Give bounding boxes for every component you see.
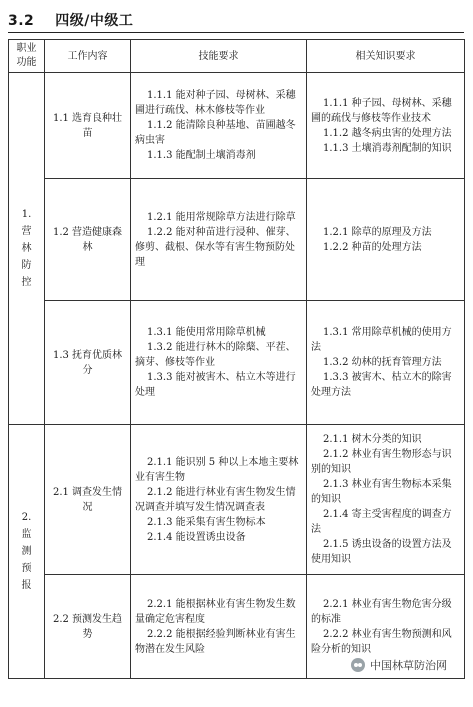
work-content: 2.2 预测发生趋势 (52, 613, 123, 640)
table-row (9, 73, 465, 179)
skill-item: 2.2.1 能根据林业有害生物发生数量确定危害程度 (135, 598, 296, 625)
skill-cell (131, 73, 307, 179)
knowledge-item: 2.1.5 诱虫设备的设置方法及使用知识 (311, 539, 452, 565)
skill-item: 1.2.2 能对种苗进行浸种、催芽、修剪、截根、保水等有害生物预防处理 (135, 226, 296, 268)
knowledge-cell (307, 179, 465, 301)
skill-item: 1.2.1 能用常规除草方法进行除草 (147, 211, 296, 223)
skill-cell (131, 301, 307, 425)
knowledge-cell (307, 301, 465, 425)
skill-cell (131, 425, 307, 575)
knowledge-item: 1.2.1 除草的原理及方法 (323, 226, 432, 238)
function-label: 1. 营林防控 (21, 209, 32, 288)
skill-item: 2.1.4 能设置诱虫设备 (147, 531, 246, 543)
work-content: 1.2 营造健康森林 (52, 226, 123, 253)
table-row (9, 425, 465, 575)
section-title: 四级/中级工 (55, 13, 134, 29)
knowledge-item: 2.1.4 寄主受害程度的调查方法 (311, 509, 452, 535)
header-work: 工作内容 (45, 40, 131, 73)
wechat-icon (351, 658, 365, 672)
work-content-cell (45, 425, 131, 575)
work-content-cell (45, 575, 131, 679)
skill-requirements-table (8, 39, 465, 679)
knowledge-item: 2.1.2 林业有害生物形态与识别的知识 (311, 449, 452, 475)
knowledge-item: 2.1.1 树木分类的知识 (323, 434, 422, 445)
work-content-cell (45, 179, 131, 301)
knowledge-item: 1.1.1 种子园、母树林、采穗圃的疏伐与修枝等作业技术 (311, 97, 452, 124)
skill-item: 1.1.3 能配制土壤消毒剂 (147, 150, 256, 161)
knowledge-cell (307, 425, 465, 575)
watermark-text: 中国林草防治网 (370, 659, 447, 672)
table-row (9, 301, 465, 425)
skill-item: 1.3.2 能进行林木的除蘖、平茬、摘芽、修枝等作业 (135, 342, 296, 368)
knowledge-cell (307, 73, 465, 179)
function-cell (9, 425, 45, 679)
table-row (9, 179, 465, 301)
section-header (8, 10, 464, 33)
skill-item: 1.1.1 能对种子园、母树林、采穗圃进行疏伐、林木修枝等作业 (135, 90, 296, 116)
skill-item: 2.1.2 能进行林业有害生物发生情况调查并填写发生情况调查表 (135, 486, 296, 513)
knowledge-item: 1.3.1 常用除草机械的使用方法 (311, 327, 452, 353)
section-number: 3.2 (8, 13, 35, 29)
function-label: 2. 监测预报 (21, 512, 32, 591)
skill-item: 2.1.1 能识别 5 种以上本地主要林业有害生物 (135, 456, 299, 483)
knowledge-item: 2.2.2 林业有害生物预测和风险分析的知识 (311, 628, 452, 655)
knowledge-item: 2.2.1 林业有害生物危害分级的标准 (311, 598, 452, 625)
knowledge-item: 1.3.3 被害木、枯立木的除害处理方法 (311, 372, 452, 398)
header-skill: 技能要求 (131, 40, 307, 73)
header-function: 职业功能 (9, 40, 45, 73)
work-content-cell (45, 301, 131, 425)
work-content: 1.1 选育良种壮苗 (52, 112, 123, 139)
skill-item: 2.2.2 能根据经验判断林业有害生物潜在发生风险 (135, 628, 296, 655)
table-header-row (9, 40, 465, 73)
function-cell (9, 73, 45, 425)
knowledge-item: 1.1.2 越冬病虫害的处理方法 (323, 127, 452, 139)
skill-item: 2.1.3 能采集有害生物标本 (147, 516, 266, 528)
skill-cell (131, 179, 307, 301)
work-content: 1.3 抚育优质林分 (52, 349, 123, 376)
work-content-cell (45, 73, 131, 179)
work-content: 2.1 调查发生情况 (52, 486, 123, 513)
knowledge-item: 2.1.3 林业有害生物标本采集的知识 (311, 479, 452, 505)
knowledge-item: 1.1.3 土壤消毒剂配制的知识 (323, 142, 452, 154)
knowledge-item: 1.2.2 种苗的处理方法 (323, 241, 422, 253)
header-knowledge: 相关知识要求 (307, 40, 465, 73)
skill-cell (131, 575, 307, 679)
skill-item: 1.3.1 能使用常用除草机械 (147, 327, 266, 338)
skill-item: 1.3.3 能对被害木、枯立木等进行处理 (135, 372, 296, 398)
skill-item: 1.1.2 能清除良种基地、苗圃越冬病虫害 (135, 120, 296, 146)
watermark (351, 657, 469, 673)
knowledge-item: 1.3.2 幼林的抚育管理方法 (323, 357, 442, 368)
